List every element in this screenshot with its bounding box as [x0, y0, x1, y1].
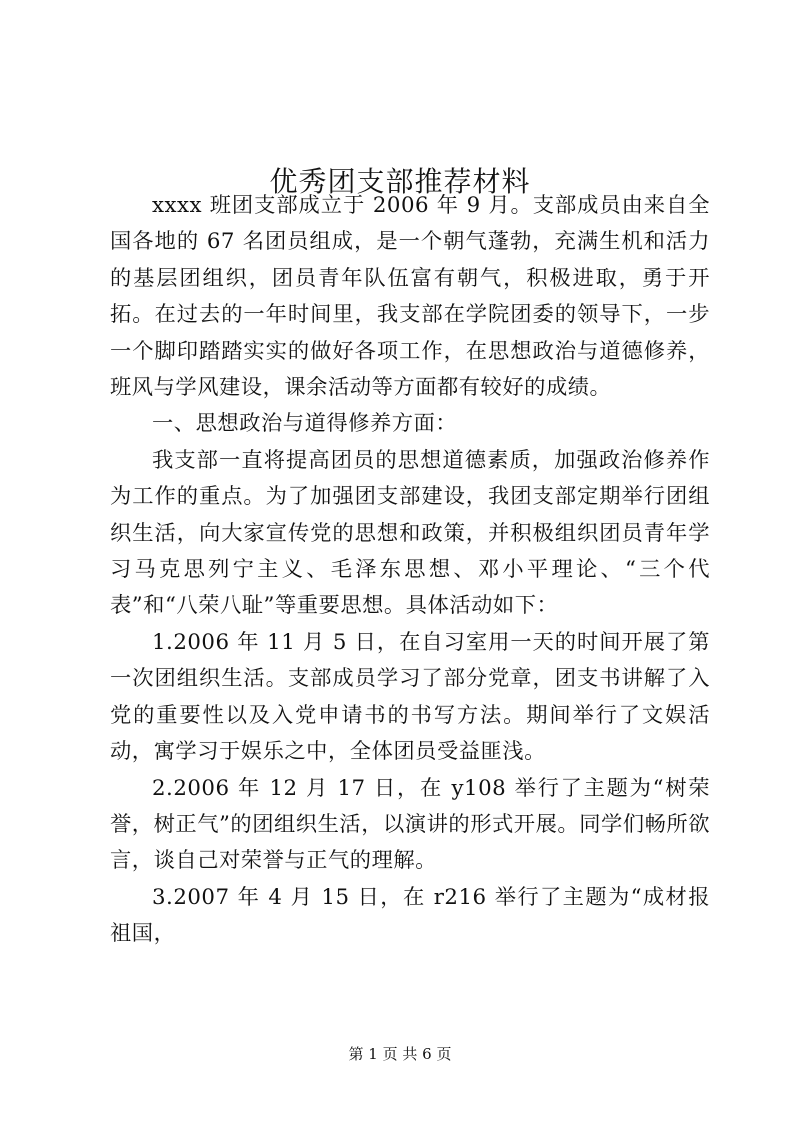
document-title: 优秀团支部推荐材料 [269, 164, 531, 198]
section-heading-ideology: 一、思想政治与道得修养方面： [152, 411, 458, 437]
paragraph-intro: xxxx 班团支部成立于 2006 年 9 月。支部成员由来自全国各地的 67 名团员组成，是一个朝气蓬勃，充满生机和活力的基层团组织，团员青年队伍富有朝气，积极进取，勇于开拓。在过去的一年时间里，我支部在学院团委的领导下，一步一个脚印踏踏实实的做好各项工作，在思想政治与道德修养，班风与学风建设，课余活动等方面都有较好的成绩。 [110, 193, 710, 401]
list-item-activity-2: 2.2006 年 12 月 17 日，在 y108 举行了主题为“树荣誉，树正气”的团组织生活，以演讲的形式开展。同学们畅所欲言，谈自己对荣誉与正气的理解。 [110, 775, 710, 874]
document-body [110, 188, 710, 953]
page-footer: 第 1 页 共 6 页 [348, 1045, 452, 1063]
list-item-activity-1: 1.2006 年 11 月 5 日，在自习室用一天的时间开展了第一次团组织生活。支部成员学习了部分党章，团支书讲解了入党的重要性以及入党申请书的书写方法。期间举行了文娱活动，寓学习于娱乐之中，全体团员受益匪浅。 [110, 629, 710, 765]
list-item-activity-3: 3.2007 年 4 月 15 日，在 r216 举行了主题为“成材报祖国， [110, 884, 710, 947]
paragraph-ideology: 我支部一直将提高团员的思想道德素质，加强政治修养作为工作的重点。为了加强团支部建设，我团支部定期举行团组织生活，向大家宣传党的思想和政策，并积极组织团员青年学习马克思列宁主义、毛泽东思想、邓小平理论、“三个代表”和“八荣八耻”等重要思想。具体活动如下： [110, 447, 710, 619]
